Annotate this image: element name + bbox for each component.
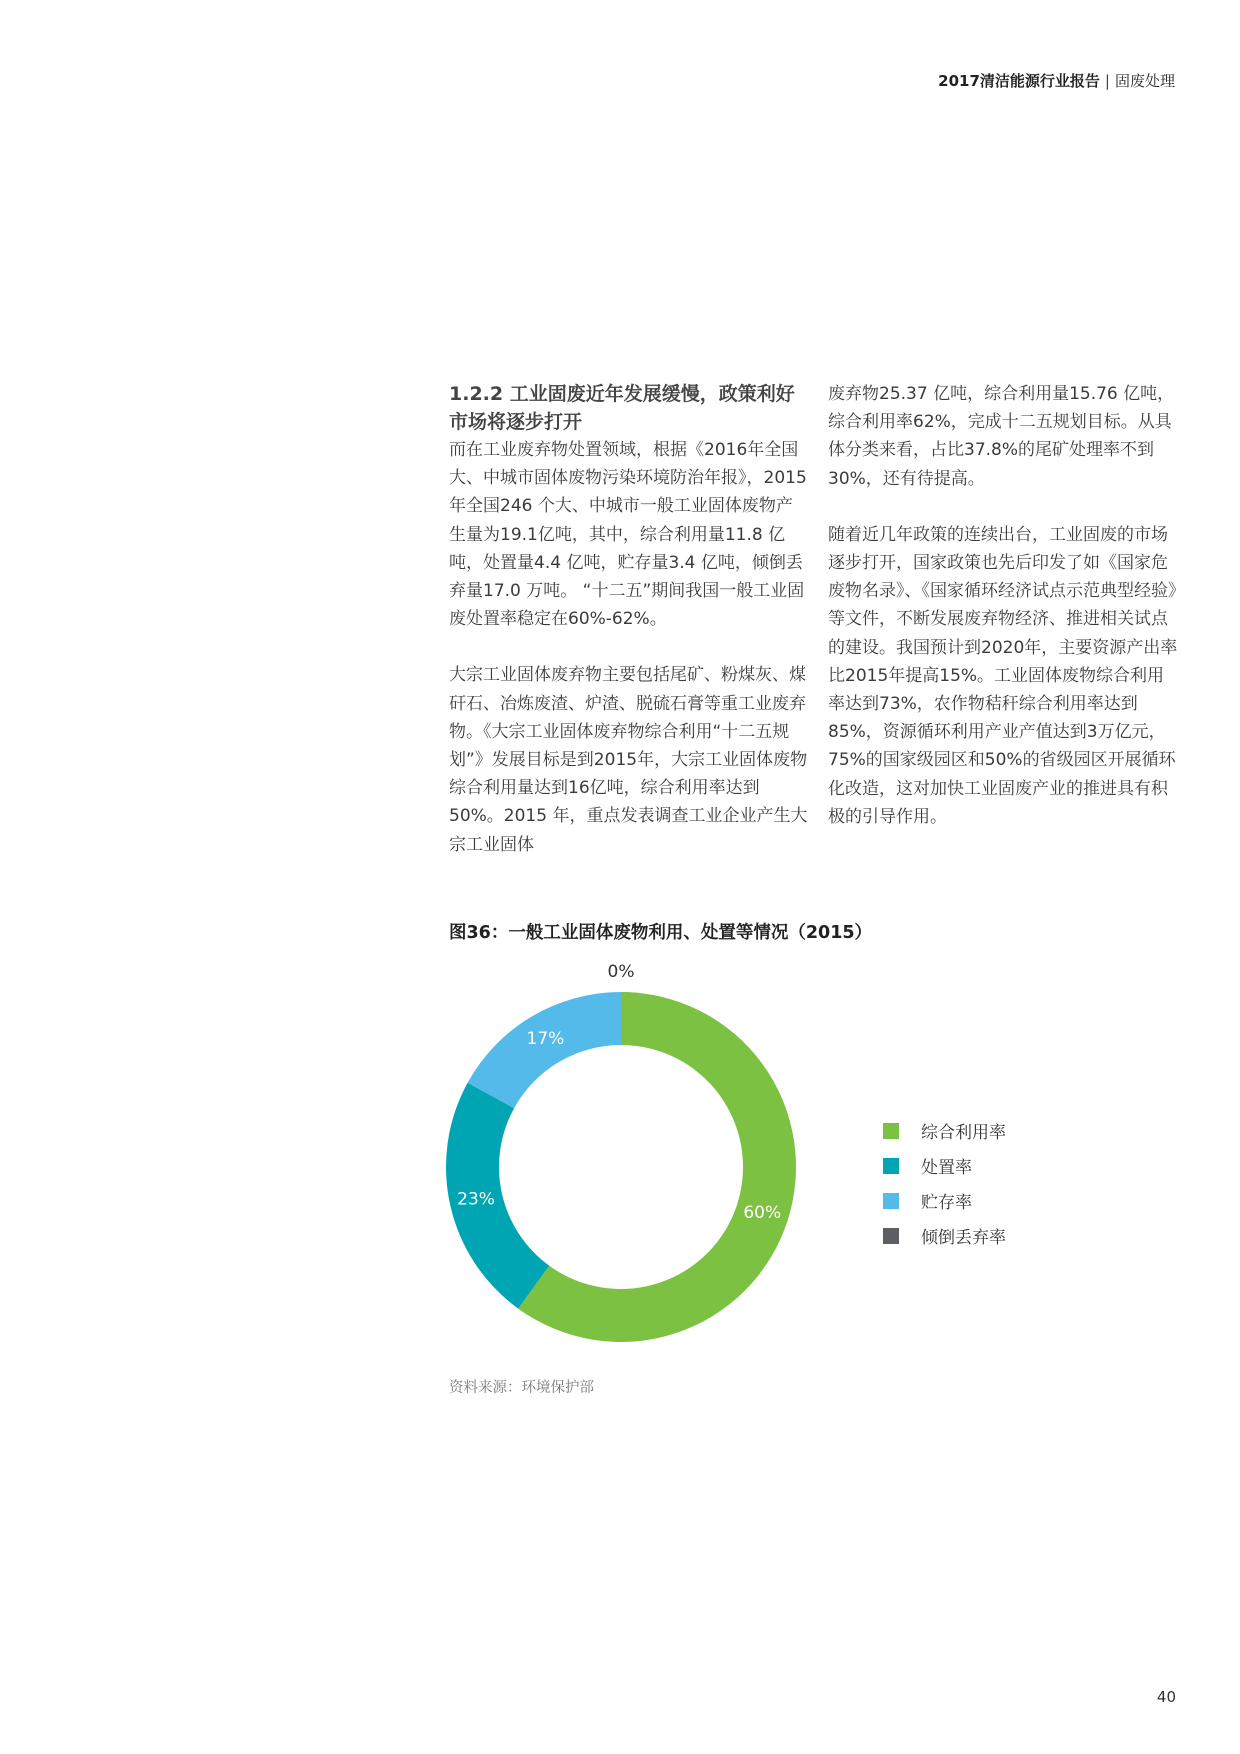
chart-legend <box>883 1113 1006 1253</box>
legend-swatch-4 <box>883 1228 899 1244</box>
donut-label-1: 60% <box>743 1202 782 1223</box>
header-separator: | <box>1104 72 1110 90</box>
page-header <box>938 70 1175 91</box>
right-column <box>828 380 1180 831</box>
legend-label-4: 倾倒丢弃率 <box>921 1228 1006 1248</box>
donut-label-4: 0% <box>607 962 635 982</box>
right-paragraph-1: 废弃物25.37 亿吨，综合利用量15.76 亿吨，综合利用率62%，完成十二五规划目标。从具体分类来看，占比37.8%的尾矿处理率不到30%，还有待提高。 <box>828 384 1175 489</box>
legend-label-2: 处置率 <box>921 1158 972 1178</box>
legend-item-3 <box>883 1183 1006 1218</box>
left-column <box>449 436 809 859</box>
donut-slice-3 <box>468 992 621 1108</box>
figure-title: 图36：一般工业固体废物利用、处置等情况（2015） <box>449 923 873 943</box>
legend-swatch-1 <box>883 1123 899 1139</box>
donut-label-2: 23% <box>457 1189 495 1210</box>
section-heading: 1.2.2 工业固废近年发展缓慢，政策利好市场将逐步打开 <box>449 383 795 433</box>
figure-source: 资料来源：环境保护部 <box>449 1380 594 1396</box>
legend-label-3: 贮存率 <box>921 1193 972 1213</box>
donut-chart <box>430 955 810 1355</box>
legend-item-4 <box>883 1218 1006 1253</box>
donut-label-3: 17% <box>526 1029 565 1050</box>
legend-item-2 <box>883 1148 1006 1183</box>
legend-swatch-3 <box>883 1193 899 1209</box>
page-number: 40 <box>1156 1688 1176 1706</box>
legend-label-1: 综合利用率 <box>921 1123 1006 1143</box>
report-title: 2017清洁能源行业报告 <box>938 72 1100 90</box>
right-paragraph-2: 随着近几年政策的连续出台，工业固废的市场逐步打开，国家政策也先后印发了如《国家危废物名录》、《国家循环经济试点示范典型经验》等文件，不断发展废弃物经济、推进相关试点的建设。我国预计到2020年，主要资源产出率比2015年提高15%。工业固体废物综合利用率达到73%，农作物秸秆综合利用率达到85%，资源循环利用产业产值达到3万亿元，75%的国家级园区和50%的省级园区开展循环化改造，这对加快工业固废产业的推进具有积极的引导作用。 <box>828 524 1178 827</box>
left-paragraph-2: 大宗工业固体废弃物主要包括尾矿、粉煤灰、煤矸石、冶炼废渣、炉渣、脱硫石膏等重工业废弃物。《大宗工业固体废弃物综合利用“十二五规划”》发展目标是到2015年，大宗工业固体废物综合利用量达到16亿吨，综合利用率达到50%。2015 年，重点发表调查工业企业产生大宗工业固体 <box>449 665 808 855</box>
left-paragraph-1: 而在工业废弃物处置领域，根据《2016年全国大、中城市固体废物污染环境防治年报》，2015 年全国246 个大、中城市一般工业固体废物产生量为19.1亿吨，其中，综合利用量11.8 亿吨，处置量4.4 亿吨，贮存量3.4 亿吨，倾倒丢弃量17.0 万吨。 “十二五”期间我国一般工业固废处置率稳定在60%-62%。 <box>449 440 807 630</box>
legend-swatch-2 <box>883 1158 899 1174</box>
legend-item-1 <box>883 1113 1006 1148</box>
header-section: 固废处理 <box>1114 72 1175 90</box>
